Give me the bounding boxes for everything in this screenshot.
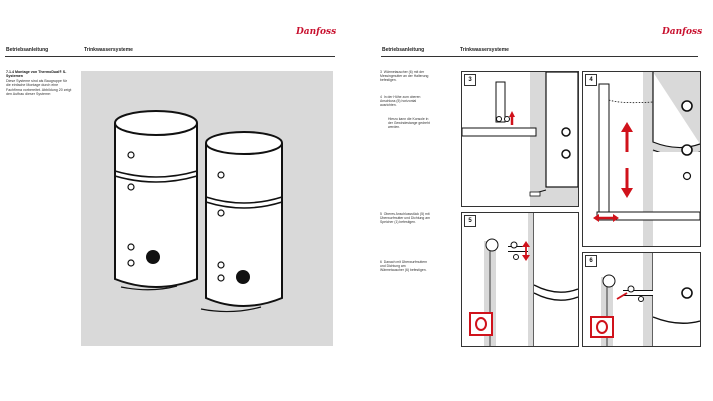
tank-right: [201, 132, 282, 312]
right-header-col2: Trinkwassersysteme: [460, 47, 509, 53]
left-header-col2: Trinkwassersysteme: [84, 47, 133, 53]
left-text-block: [6, 70, 72, 96]
right-page: [356, 0, 713, 401]
tank-illustration: [81, 71, 333, 346]
step-3-number: 3: [380, 70, 382, 74]
panel-4: [582, 71, 701, 247]
tank-left: [115, 111, 197, 290]
step-6: [380, 260, 430, 273]
panel-4-label: 4: [585, 74, 597, 86]
section-title: 7.1.4 Montage von ThermoDual® S-Systemen: [6, 70, 67, 79]
panel-6-label: 6: [585, 255, 597, 267]
step-3: [380, 70, 430, 83]
panel-6-drawing: [583, 253, 700, 346]
step-3-text: Wärmetauscher (6) mit der Messingmutter an der Halterung befestigen.: [380, 70, 429, 83]
panel-5: [461, 212, 579, 347]
panel-3: [461, 71, 579, 207]
panel-6: [582, 252, 701, 347]
step-6-number: 6: [380, 260, 382, 264]
step-6-text: Danach mit Überwurfmuttern und Dichtung am Wärmetauscher (6) befestigen.: [380, 260, 428, 273]
step-5-text: Oberes Anschlussstück (5) mit Überwurfmutter und Dichtung am Speicher (1) befestigen.: [380, 212, 430, 225]
step-5: [380, 212, 430, 225]
panel-3-drawing: [462, 72, 578, 206]
step-4-text: In der Höhe zum oberen Anschluss (5) horizontal ausrichten.: [380, 95, 421, 108]
left-logo: Danfoss: [296, 27, 337, 37]
left-header-rule: [5, 56, 335, 57]
step-4-note-text: Hierzu kann die Konsole in der Gewindestange gedreht werden.: [388, 117, 430, 130]
step-4: [380, 95, 430, 108]
step-5-number: 5: [380, 212, 382, 216]
step-4-note: [388, 117, 432, 130]
panel-5-label: 5: [464, 215, 476, 227]
figure-tanks: [81, 71, 333, 346]
left-header-col1: Betriebsanleitung: [6, 47, 49, 53]
panel-4-drawing: [583, 72, 700, 246]
right-header-col1: Betriebsanleitung: [382, 47, 425, 53]
panel-3-label: 3: [464, 74, 476, 86]
right-header-rule: [381, 56, 698, 57]
panel-5-drawing: [462, 213, 578, 346]
section-body: Diese Systeme sind als Baugruppe für die einfache Montage durch eine Fachfirma vorbereitet. Abbildung 20 zeigt den Aufbau dieser Systeme:: [6, 78, 72, 97]
left-page: [0, 0, 355, 401]
step-4-number: 4: [380, 95, 382, 99]
right-logo: Danfoss: [662, 27, 703, 37]
